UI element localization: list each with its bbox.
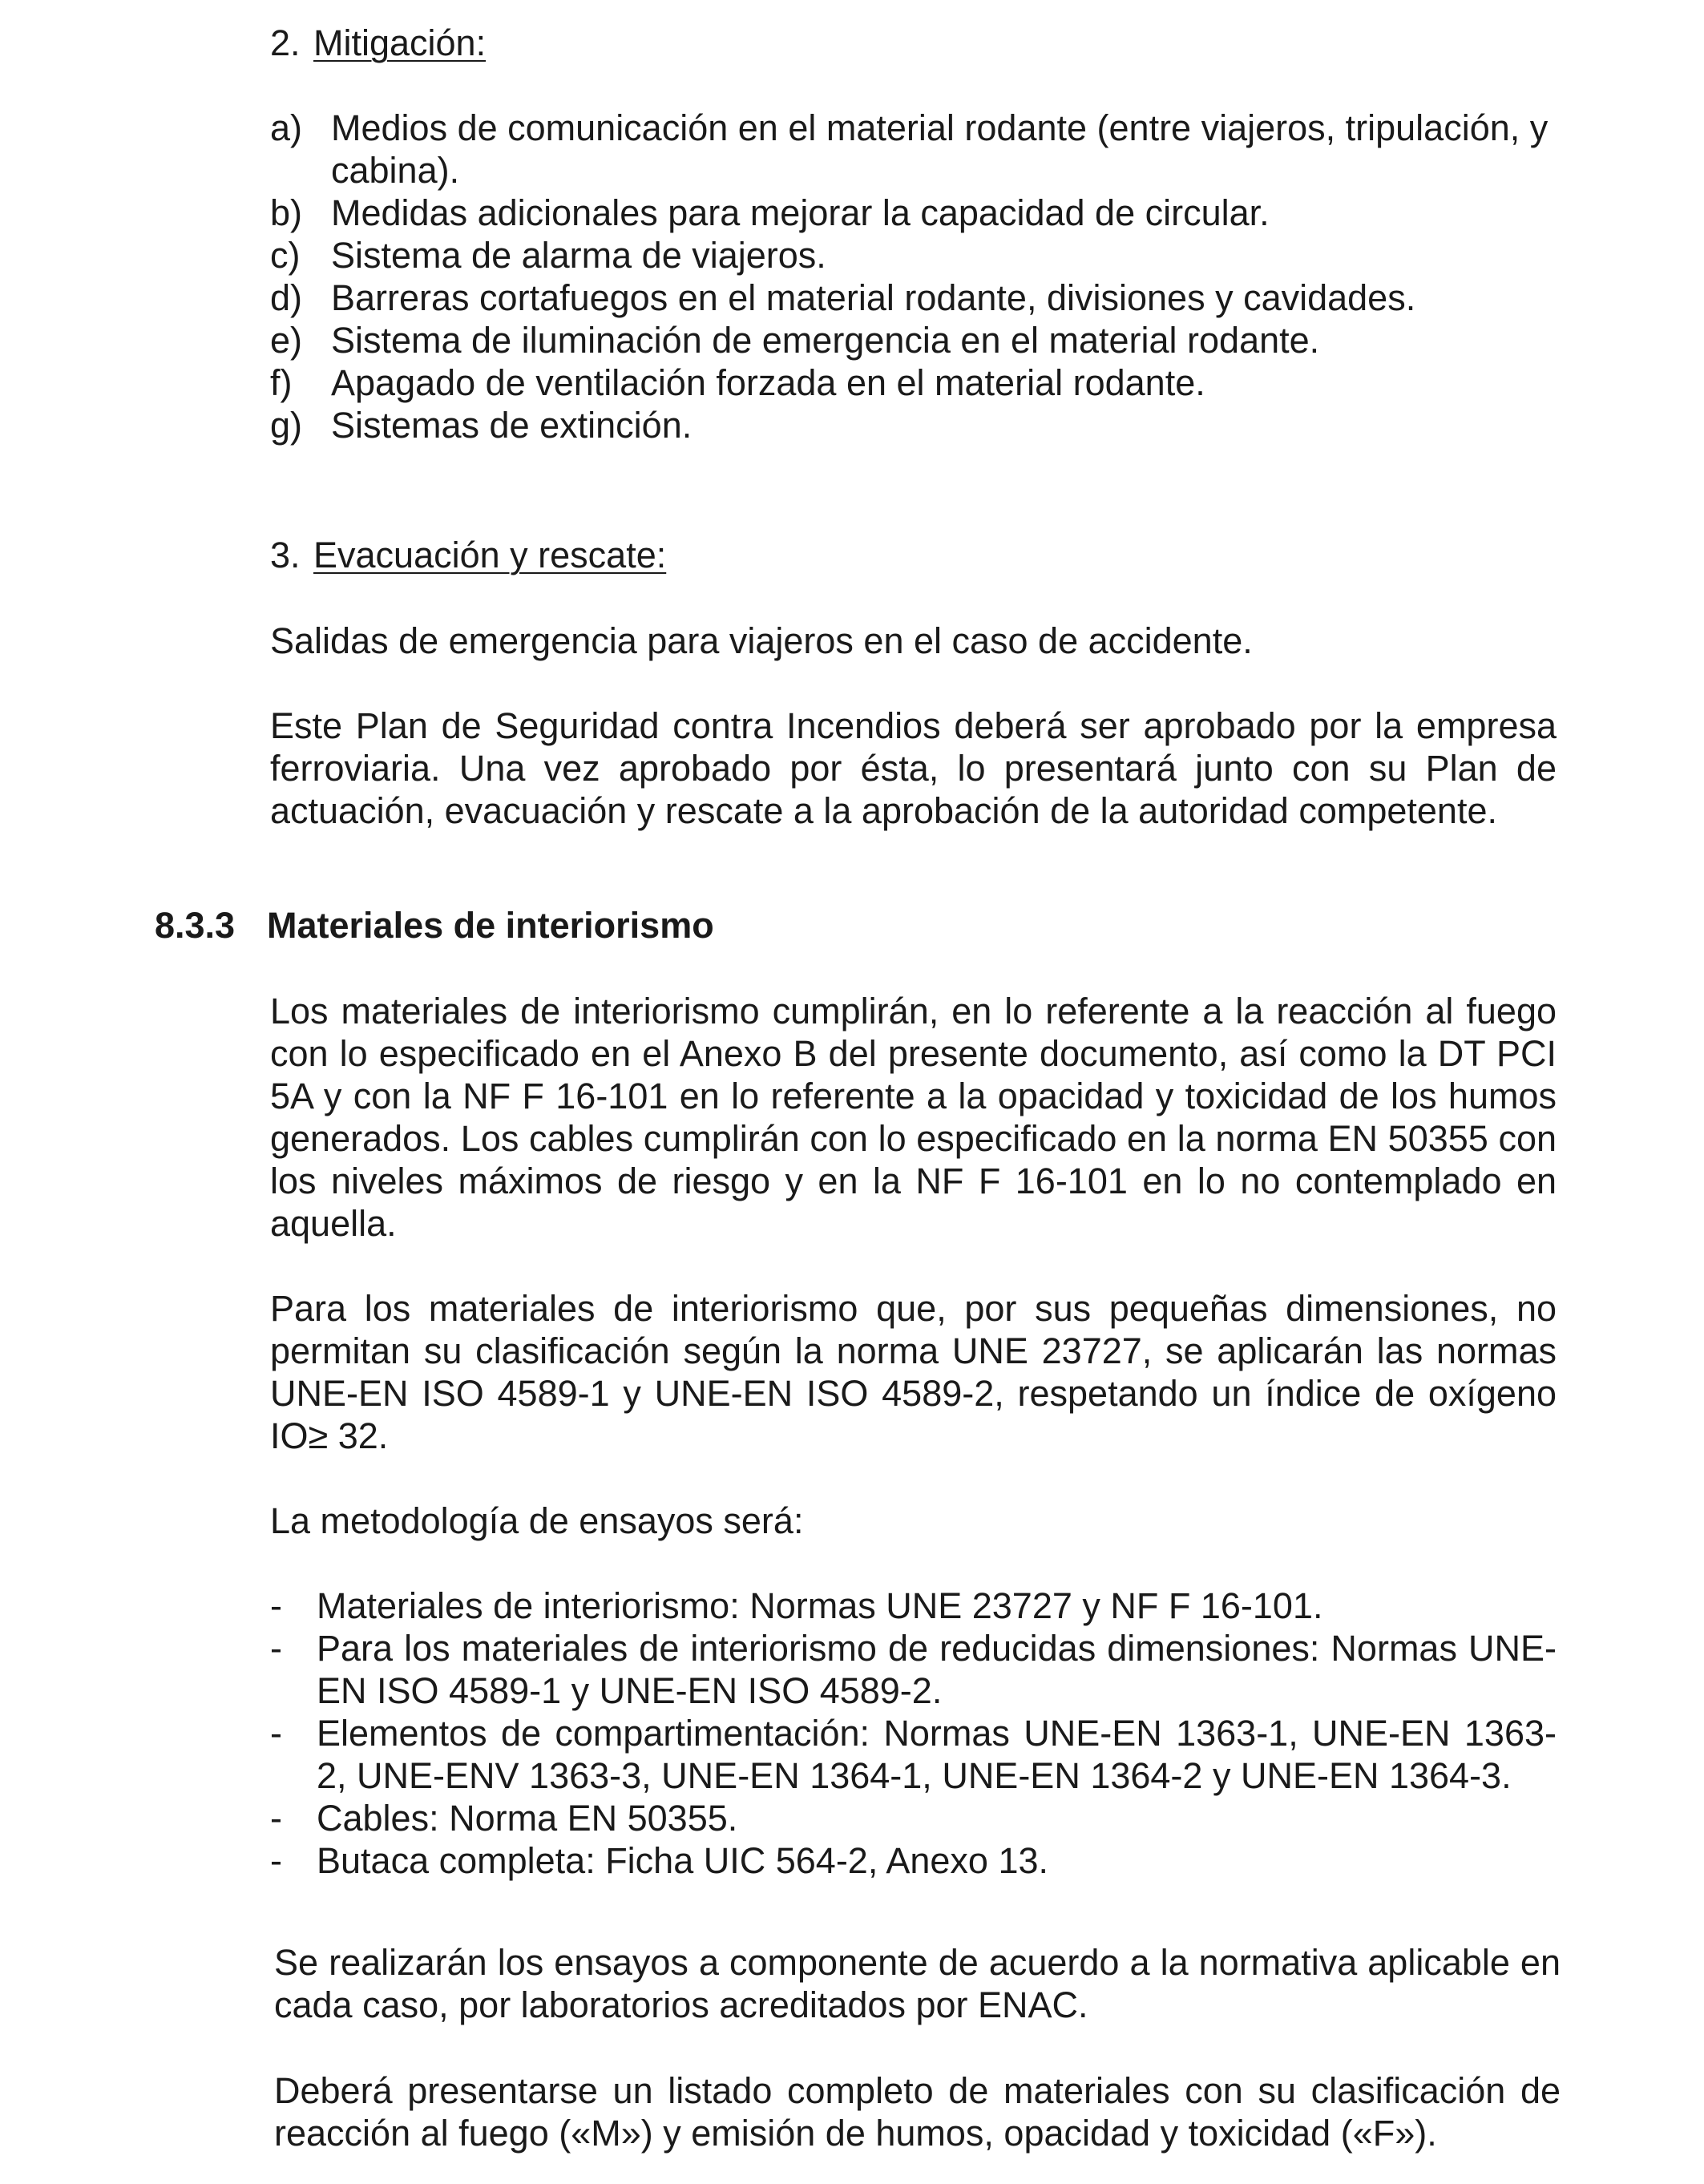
evacuation-heading: [270, 534, 1557, 576]
section-paragraph-1: Los materiales de interiorismo cumplirán, en lo referente a la reacción al fuego con lo especificado en el Anexo B del presente documento, así como la DT PCI 5A y con la NF F 16-101 en lo referente a la opacidad y toxicidad de los humos generados. Los cables cumplirán con lo especificado en la norma EN 50355 con los niveles máximos de riesgo y en la NF F 16-101 en lo no contemplado en aquella.: [270, 991, 1557, 1244]
list-item-text: Sistema de alarma de viajeros.: [331, 235, 826, 276]
list-item: [270, 1627, 1557, 1712]
list-marker: b): [270, 192, 303, 233]
list-item: [270, 107, 1557, 192]
list-item-text: Elementos de compartimentación: Normas UNE-EN 1363-1, UNE-EN 1363-2, UNE-ENV 1363-3, UNE-EN 1364-1, UNE-EN 1364-2 y UNE-EN 1364-3.: [317, 1713, 1557, 1796]
list-item: [270, 404, 1557, 446]
section-number: 8.3.3: [155, 905, 236, 946]
methodology-intro: La metodología de ensayos será:: [270, 1500, 804, 1541]
section-paragraph-2: Para los materiales de interiorismo que, por sus pequeñas dimensiones, no permitan su clasificación según la norma UNE 23727, se aplicarán las normas UNE-EN ISO 4589-1 y UNE-EN ISO 4589-2, respetando un índice de oxígeno IO≥ 32.: [270, 1288, 1557, 1456]
list-marker: -: [270, 1585, 282, 1626]
list-marker: -: [270, 1798, 282, 1839]
list-item-text: Barreras cortafuegos en el material rodante, divisiones y cavidades.: [331, 277, 1416, 318]
list-marker: f): [270, 362, 293, 403]
list-item-text: Sistema de iluminación de emergencia en el material rodante.: [331, 320, 1320, 361]
list-item-text: Butaca completa: Ficha UIC 564-2, Anexo 13.: [317, 1840, 1049, 1881]
list-item: [270, 1712, 1557, 1797]
list-item-text: Materiales de interiorismo: Normas UNE 23727 y NF F 16-101.: [317, 1585, 1323, 1626]
list-marker: d): [270, 277, 303, 318]
section-paragraph-3: Se realizarán los ensayos a componente de acuerdo a la normativa aplicable en cada caso, por laboratorios acreditados por ENAC.: [274, 1942, 1561, 2025]
list-marker: g): [270, 405, 303, 446]
list-item: [270, 1585, 1557, 1627]
evacuation-number: 3.: [270, 535, 301, 575]
list-item-text: Cables: Norma EN 50355.: [317, 1798, 738, 1839]
evacuation-approval-paragraph: Este Plan de Seguridad contra Incendios deberá ser aprobado por la empresa ferroviaria. Una vez aprobado por ésta, lo presentará junto con su Plan de actuación, evacuación y rescate a la aprobación de la autoridad competente.: [270, 705, 1557, 831]
mitigation-heading: [270, 22, 1557, 64]
evacuation-text: Salidas de emergencia para viajeros en el caso de accidente.: [270, 620, 1253, 661]
list-marker: -: [270, 1713, 282, 1754]
list-item: [270, 234, 1557, 277]
mitigation-list: [270, 107, 1557, 446]
section-title: Materiales de interiorismo: [267, 905, 714, 946]
list-item: [270, 277, 1557, 319]
list-item: [270, 319, 1557, 361]
evacuation-title: Evacuación y rescate:: [313, 535, 667, 575]
list-marker: c): [270, 235, 301, 276]
list-marker: a): [270, 107, 303, 148]
list-item-text: Medidas adicionales para mejorar la capacidad de circular.: [331, 192, 1270, 233]
mitigation-title: Mitigación:: [313, 22, 487, 63]
list-item: [270, 1797, 1557, 1839]
list-item: [270, 1839, 1557, 1882]
list-marker: -: [270, 1628, 282, 1669]
mitigation-number: 2.: [270, 22, 301, 63]
list-item-text: Para los materiales de interiorismo de reducidas dimensiones: Normas UNE-EN ISO 4589-1 y UNE-EN ISO 4589-2.: [317, 1628, 1557, 1711]
list-marker: -: [270, 1840, 282, 1881]
list-item-text: Sistemas de extinción.: [331, 405, 693, 446]
list-item-text: Apagado de ventilación forzada en el material rodante.: [331, 362, 1205, 403]
list-marker: e): [270, 320, 303, 361]
list-item-text: Medios de comunicación en el material rodante (entre viajeros, tripulación, y cabina).: [331, 107, 1549, 191]
section-paragraph-4: Deberá presentarse un listado completo de materiales con su clasificación de reacción al fuego («M») y emisión de humos, opacidad y toxicidad («F»).: [274, 2070, 1561, 2154]
list-item: [270, 192, 1557, 234]
methodology-list: [270, 1585, 1557, 1882]
section-heading: [155, 904, 714, 947]
list-item: [270, 361, 1557, 404]
